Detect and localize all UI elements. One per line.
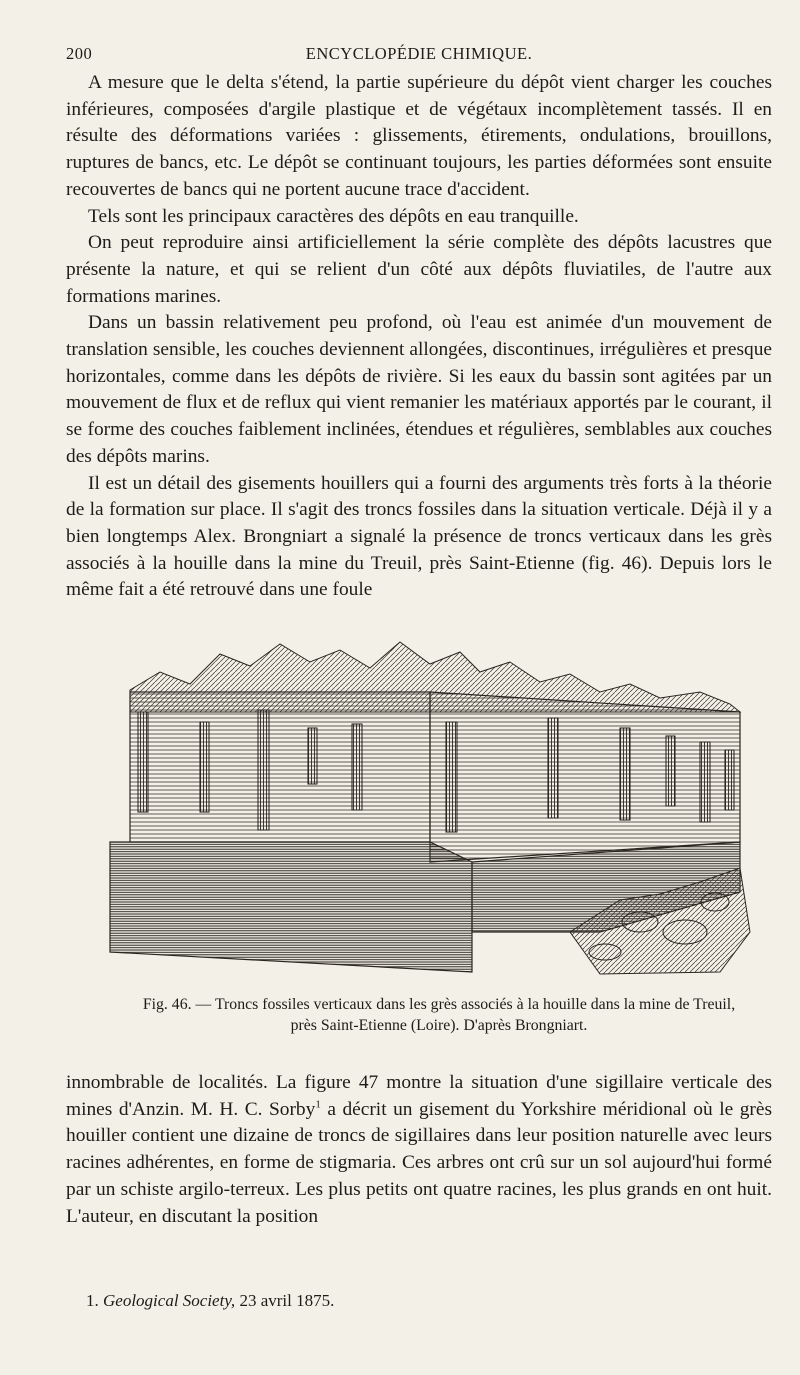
footnote-number: 1.: [86, 1291, 99, 1310]
caption-line: près Saint-Etienne (Loire). D'après Brongniart.: [290, 1017, 588, 1034]
text-block-upper: [66, 70, 772, 604]
footnote-source: Geological Society,: [103, 1291, 236, 1310]
paragraph: A mesure que le delta s'étend, la partie supérieure du dépôt vient charger les couches inférieures, composées d'argile plastique et de végétaux incomplètement tassés. Il en résulte des déformations variées : glissements, étirements, ondulations, brouillons, ruptures de bancs, etc. Le dépôt se continuant toujours, les parties déformées sont ensuite recouvertes de bancs qui ne portent aucune trace d'accident.: [66, 72, 772, 200]
page-number: 200: [66, 44, 93, 63]
fossil-trunks-engraving: [100, 632, 760, 980]
figure-engraving: [100, 632, 760, 980]
paragraph: Tels sont les principaux caractères des dépôts en eau tranquille.: [88, 205, 579, 227]
paragraph: Dans un bassin relativement peu profond, où l'eau est animée d'un mouvement de translation sensible, les couches deviennent allongées, discontinues, irrégulières et presque horizontales, comme dans les dépôts de rivière. Si les eaux du bassin sont agitées par un mouvement de flux et de reflux qui vient remanier les matériaux apportés par le courant, il se forme des couches faiblement inclinées, étendues et régulières, semblables aux couches des dépôts marins.: [66, 312, 772, 467]
footnote-date: 23 avril 1875.: [239, 1291, 335, 1310]
text-run: a décrit un gisement du Yorkshire méridional où le grès houiller contient une dizaine de troncs de sigillaires dans leur position naturelle avec leurs racines adhérentes, en forme de stigmaria. Ces arbres ont crû sur un sol aujourd'hui formé par un schiste argilo-terreux. Les plus petits ont quatre racines, les plus grands en ont huit. L'auteur, en discutant la position: [66, 1098, 772, 1227]
text-block-lower: [66, 1070, 772, 1230]
paragraph: On peut reproduire ainsi artificiellement la série complète des dépôts lacustres que présente la nature, et qui se relient d'un côté aux dépôts fluviatiles, de l'autre aux formations marines.: [66, 232, 772, 307]
text-run: innombrable de localités. La figure 47 montre la situation d'une sigillaire verticale des mines d'Anzin. M. H. C. Sorby: [66, 1072, 772, 1120]
footnote-marker: 1: [315, 1098, 321, 1111]
paragraph: [66, 1070, 772, 1230]
running-title: ENCYCLOPÉDIE CHIMIQUE.: [305, 44, 533, 63]
footnote: [86, 1291, 772, 1311]
figure-caption: [100, 994, 778, 1036]
paragraph: Il est un détail des gisements houillers qui a fourni des arguments très forts à la théorie de la formation sur place. Il s'agit des troncs fossiles dans la situation verticale. Déjà il y a bien longtemps Alex. Brongniart a signalé la présence de troncs verticaux dans les grès associés à la houille dans la mine du Treuil, près Saint-Etienne (fig. 46). Depuis lors le même fait a été retrouvé dans une foule: [66, 472, 772, 601]
caption-line: Fig. 46. — Troncs fossiles verticaux dans les grès associés à la houille dans la mine de Treuil,: [142, 996, 736, 1013]
page-header: [66, 44, 772, 68]
